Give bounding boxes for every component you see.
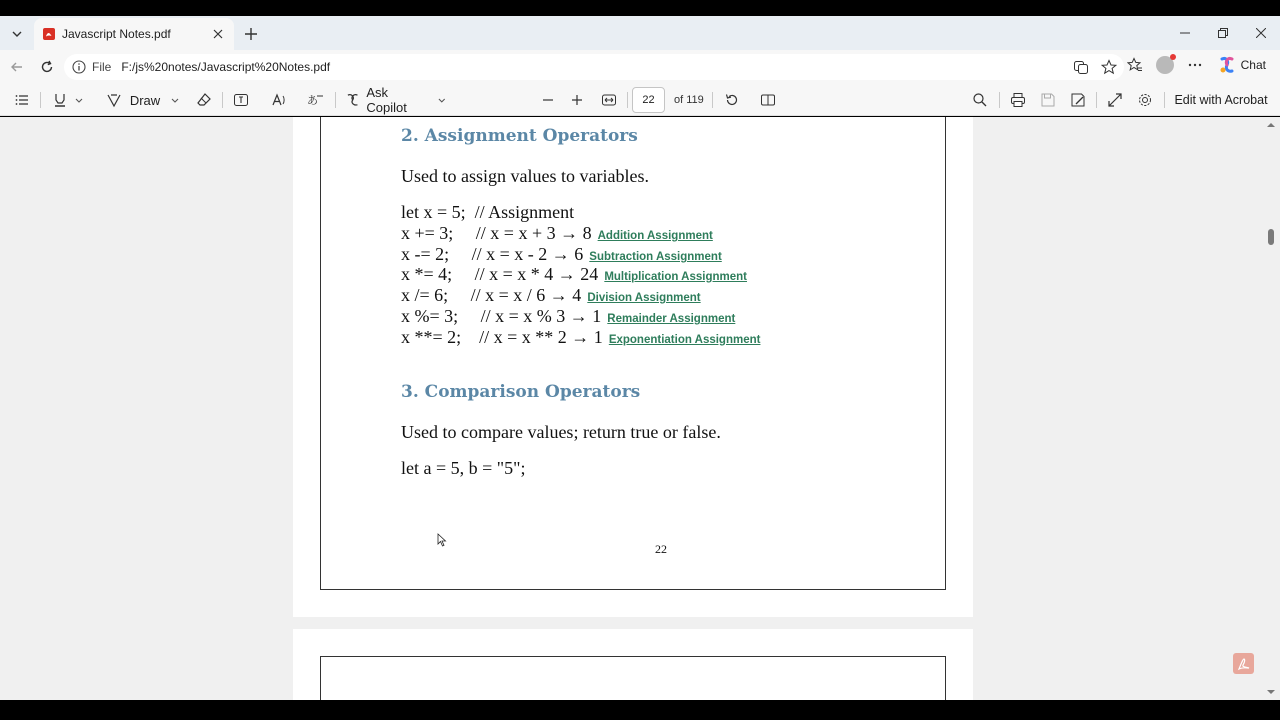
page-border <box>320 656 946 700</box>
translate-icon <box>1073 59 1089 75</box>
chevron-down-icon <box>11 28 23 40</box>
more-horizontal-icon <box>1187 57 1203 73</box>
url-text[interactable]: F:/js%20notes/Javascript%20Notes.pdf <box>121 60 331 74</box>
page-total: of 119 <box>674 94 704 106</box>
minimize-button[interactable] <box>1166 16 1204 50</box>
svg-text:あ: あ <box>307 94 318 107</box>
rotate-button[interactable] <box>720 89 744 111</box>
info-icon <box>72 60 86 74</box>
link-remainder-assignment[interactable]: Remainder Assignment <box>607 313 736 325</box>
copilot-outline-icon <box>345 92 360 108</box>
translate-button[interactable] <box>303 89 327 111</box>
draw-label: Draw <box>129 92 161 108</box>
scroll-down-arrow-icon[interactable] <box>1267 688 1275 696</box>
plus-icon <box>244 27 258 41</box>
list-icon <box>14 92 30 108</box>
window-controls <box>1166 16 1280 50</box>
save-button[interactable] <box>1036 89 1060 111</box>
close-tab-button[interactable] <box>210 26 226 42</box>
new-tab-button[interactable] <box>240 23 262 45</box>
toolbar-separator <box>999 92 1000 108</box>
code-line <box>401 202 574 223</box>
tab-strip <box>0 16 1280 50</box>
browser-actions <box>1124 54 1280 76</box>
pdf-page <box>293 117 973 617</box>
plus-icon <box>571 94 583 106</box>
ask-copilot-button[interactable] <box>345 85 447 115</box>
highlighter-icon <box>52 92 68 108</box>
settings-more-button[interactable] <box>1184 54 1206 76</box>
link-subtraction-assignment[interactable]: Subtraction Assignment <box>589 251 722 263</box>
section-heading-assignment: 2. Assignment Operators <box>401 126 638 146</box>
screen-bottom-edge <box>0 700 1280 720</box>
avatar <box>1156 56 1174 74</box>
arrow-left-icon <box>10 60 24 74</box>
url-scheme-label: File <box>92 60 112 74</box>
notification-dot <box>1170 54 1176 60</box>
page-view-icon <box>760 92 776 108</box>
code-text: x -= 2; // x = x - 2 → 6 <box>401 244 584 264</box>
vertical-scrollbar[interactable] <box>1262 117 1280 700</box>
zoom-out-button[interactable] <box>537 89 559 111</box>
pen-icon <box>106 92 122 108</box>
minus-icon <box>542 94 554 106</box>
read-aloud-button[interactable] <box>1070 56 1092 78</box>
draw-button[interactable] <box>104 89 182 111</box>
code-line <box>401 264 747 285</box>
star-icon <box>1101 59 1117 75</box>
save-icon <box>1040 92 1056 108</box>
printer-icon <box>1010 92 1026 108</box>
print-button[interactable] <box>1006 89 1030 111</box>
chevron-down-icon <box>437 95 447 105</box>
code-line <box>401 285 701 306</box>
translate-text-icon <box>306 92 324 108</box>
edit-with-acrobat-button[interactable]: Edit with Acrobat <box>1174 93 1268 107</box>
code-line <box>401 306 735 327</box>
code-line <box>401 458 525 479</box>
toolbar-separator <box>1164 92 1165 108</box>
refresh-icon <box>40 60 54 74</box>
code-line <box>401 223 713 244</box>
toolbar-separator <box>222 92 223 108</box>
section-intro-comparison: Used to compare values; return true or false. <box>401 422 721 442</box>
copilot-chat-button[interactable] <box>1214 54 1270 76</box>
find-button[interactable] <box>968 89 992 111</box>
open-in-window-button[interactable] <box>1103 89 1127 111</box>
toolbar-separator <box>712 92 713 108</box>
code-text: x /= 6; // x = x / 6 → 4 <box>401 285 582 305</box>
close-icon <box>1256 28 1266 38</box>
toolbar-separator <box>335 92 336 108</box>
omnibox[interactable] <box>64 54 1124 80</box>
text-box-icon <box>233 92 249 108</box>
page-number-input[interactable]: 22 <box>632 87 665 113</box>
active-tab[interactable] <box>34 18 234 50</box>
code-line <box>401 327 760 348</box>
link-exponentiation-assignment[interactable]: Exponentiation Assignment <box>608 334 761 346</box>
code-text: let x = 5; // Assignment <box>401 202 575 222</box>
favorites-button[interactable] <box>1124 54 1146 76</box>
eraser-icon <box>196 92 212 108</box>
address-bar-row <box>0 50 1280 84</box>
code-line <box>401 244 722 265</box>
zoom-in-button[interactable] <box>566 89 588 111</box>
save-as-button[interactable] <box>1066 89 1090 111</box>
restore-icon <box>1218 28 1228 38</box>
save-as-icon <box>1070 92 1086 108</box>
code-text: x *= 4; // x = x * 4 → 24 <box>401 264 599 284</box>
favorite-button[interactable] <box>1098 56 1120 78</box>
close-icon <box>213 29 223 39</box>
pdf-file-icon <box>42 27 56 41</box>
code-text: let a = 5, b = "5"; <box>401 458 526 478</box>
chat-label: Chat <box>1240 58 1266 72</box>
pdf-toolbar <box>0 84 1280 116</box>
code-text: x += 3; // x = x + 3 → 8 <box>401 223 592 243</box>
favorites-icon <box>1127 57 1143 73</box>
gear-icon <box>1137 92 1153 108</box>
mouse-cursor-icon <box>437 533 447 547</box>
toolbar-separator <box>1096 92 1097 108</box>
pdf-viewer[interactable] <box>0 117 1280 700</box>
text-box-button[interactable] <box>229 89 253 111</box>
code-text: x **= 2; // x = x ** 2 → 1 <box>401 327 603 347</box>
link-division-assignment[interactable]: Division Assignment <box>587 292 701 304</box>
code-text: x %= 3; // x = x % 3 → 1 <box>401 306 602 326</box>
chevron-down-icon <box>170 95 180 105</box>
fit-to-width-button[interactable] <box>597 89 621 111</box>
omnibox-actions <box>1070 56 1120 78</box>
page-footer-number: 22 <box>655 542 667 556</box>
link-multiplication-assignment[interactable]: Multiplication Assignment <box>604 271 748 283</box>
profile-button[interactable] <box>1154 54 1176 76</box>
restore-button[interactable] <box>1204 16 1242 50</box>
section-intro-assignment: Used to assign values to variables. <box>401 166 649 186</box>
acrobat-logo-icon[interactable] <box>1233 653 1254 674</box>
fit-width-icon <box>601 92 617 108</box>
toolbar-separator <box>40 92 41 108</box>
rotate-icon <box>724 92 740 108</box>
chevron-down-icon <box>74 95 84 105</box>
scroll-up-arrow-icon[interactable] <box>1267 121 1275 129</box>
link-addition-assignment[interactable]: Addition Assignment <box>597 230 713 242</box>
ask-copilot-label: Ask Copilot <box>366 85 407 115</box>
close-window-button[interactable] <box>1242 16 1280 50</box>
pdf-settings-button[interactable] <box>1133 89 1157 111</box>
read-aloud-icon <box>271 92 287 108</box>
copilot-icon <box>1218 56 1236 74</box>
tab-title: Javascript Notes.pdf <box>62 27 171 41</box>
read-aloud-toolbar-button[interactable] <box>267 89 291 111</box>
minimize-icon <box>1180 28 1190 38</box>
highlight-button[interactable] <box>48 89 88 111</box>
refresh-button[interactable] <box>36 56 58 78</box>
page-border <box>320 117 946 590</box>
scroll-thumb[interactable] <box>1268 229 1274 245</box>
tab-list-button[interactable] <box>6 23 28 45</box>
back-button[interactable] <box>6 56 28 78</box>
section-heading-comparison: 3. Comparison Operators <box>401 382 641 402</box>
pdf-page-next <box>293 629 973 700</box>
toolbar-separator <box>627 92 628 108</box>
erase-button[interactable] <box>192 89 216 111</box>
contents-button[interactable] <box>10 89 34 111</box>
page-view-button[interactable] <box>756 89 780 111</box>
search-icon <box>972 92 988 108</box>
expand-icon <box>1107 92 1123 108</box>
